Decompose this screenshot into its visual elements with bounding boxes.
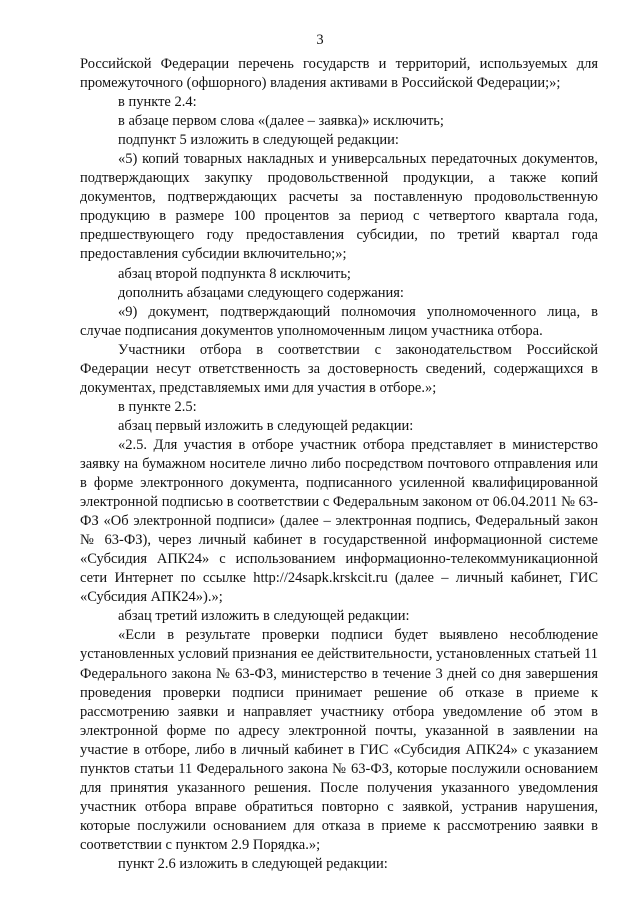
paragraph-continuation: Российской Федерации перечень государств и территорий, используемых для промежуточного (офшорного) владения активами в Российской Федерации;»; bbox=[80, 56, 598, 92]
paragraph-first-abzac-change: в абзаце первом слова «(далее – заявка)» исключить; bbox=[118, 113, 444, 130]
paragraph-third-abzac-intro: абзац третий изложить в следующей редакции: bbox=[118, 608, 410, 625]
paragraph-point-2-6: пункт 2.6 изложить в следующей редакции: bbox=[118, 855, 388, 872]
paragraph-subpoint-9: «9) документ, подтверждающий полномочия уполномоченного лица, в случае подписания документов уполномоченным лицом участника отбора. bbox=[80, 303, 598, 339]
document-body bbox=[80, 55, 598, 874]
paragraph-signature-check: «Если в результате проверки подписи будет выявлено несоблюдение установленных условий признания ее действительности, установленных статьей 11 Федерального закона № 63-ФЗ, министерство в течение 3 дней со дня завершения проведения проверки подписи принимает решение об отказе в приеме к рассмотрению заявки и направляет участнику отбора уведомление об этом в электронной форме по адресу электронной почты, указанной в заявлении на участие в отборе, либо в личный кабинет в ГИС «Субсидия АПК24» с указанием пунктов статьи 11 Федерального закона № 63-ФЗ, которые послужили основанием для принятия указанного решения. После получения указанного уведомления участник отбора вправе обратиться повторно с заявкой, устранив нарушения, которые послужили основанием для отказа в приеме к рассмотрению заявки в соответствии с пунктом 2.9 Порядка.»; bbox=[80, 627, 598, 853]
page-number: 3 bbox=[316, 32, 324, 48]
paragraph-subpoint-5-intro: подпункт 5 изложить в следующей редакции: bbox=[118, 132, 399, 149]
paragraph-subpoint-8-remove: абзац второй подпункта 8 исключить; bbox=[118, 265, 351, 282]
paragraph-add-abzacs: дополнить абзацами следующего содержания: bbox=[118, 284, 404, 301]
paragraph-point-2-4: в пункте 2.4: bbox=[118, 94, 197, 111]
paragraph-subpoint-5-text: «5) копий товарных накладных и универсальных передаточных документов, подтверждающих закупку продовольственной продукции, а также копий документов, подтверждающих расчеты за поставленную продовольственную продукцию в размере 100 процентов за период с четвертого квартала года, предшествующего году предоставления субсидии, по третий квартал года предоставления субсидии включительно;»; bbox=[80, 151, 598, 263]
paragraph-responsibility: Участники отбора в соответствии с законодательством Российской Федерации несут ответственность за достоверность сведений, содержащихся в документах, представляемых ими для участия в отборе.»; bbox=[80, 341, 598, 396]
paragraph-2-5-text: «2.5. Для участия в отборе участник отбора представляет в министерство заявку на бумажном носителе лично либо посредством почтового отправления или в форме электронного документа, подписанного усиленной квалифицированной электронной подписью в соответствии с Федеральным законом от 06.04.2011 № 63-ФЗ «Об электронной подписи» (далее – электронная подпись, Федеральный закон № 63-ФЗ), через личный кабинет в государственной информационной системе «Субсидия АПК24» с использованием информационно-телекоммуникационной сети Интернет по ссылке http://24sapk.krskcit.ru (далее – личный кабинет, ГИС «Субсидия АПК24»).»; bbox=[80, 436, 598, 606]
paragraph-first-abzac-intro: абзац первый изложить в следующей редакции: bbox=[118, 417, 414, 434]
paragraph-point-2-5: в пункте 2.5: bbox=[118, 398, 197, 415]
